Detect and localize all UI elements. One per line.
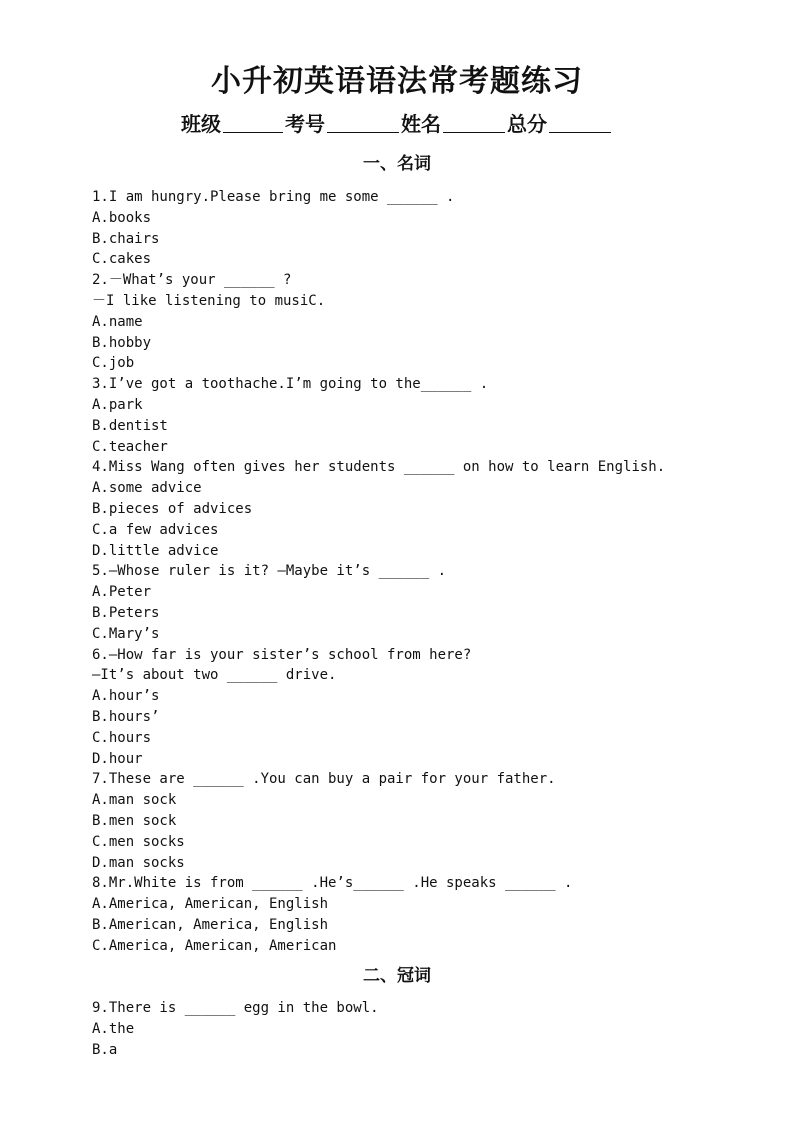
score-label: 总分: [507, 112, 547, 136]
name-label: 姓名: [401, 112, 441, 136]
question-line: 2.－What’s your ______ ?: [92, 272, 292, 289]
question-line: B.pieces of advices: [92, 500, 253, 517]
question-line: 6.—How far is your sister’s school from here?: [92, 646, 472, 663]
question-line: C.job: [92, 355, 135, 372]
student-info-row: [0, 110, 794, 138]
question-line: B.hobby: [92, 334, 152, 351]
question-line: B.Peters: [92, 604, 160, 621]
question-line: C.teacher: [92, 438, 168, 455]
question-line: C.men socks: [92, 833, 185, 850]
question-line: B.a: [92, 1041, 118, 1058]
question-line: D.little advice: [92, 542, 219, 559]
section-articles-content: [92, 998, 772, 1060]
question-line: A.park: [92, 396, 143, 413]
question-line: B.men sock: [92, 812, 177, 829]
question-line: C.Mary’s: [92, 625, 160, 642]
question-line: 1.I am hungry.Please bring me some ______ .: [92, 189, 455, 205]
name-blank[interactable]: [443, 112, 505, 133]
question-line: B.hours’: [92, 708, 160, 725]
question-line: C.America, American, American: [92, 937, 337, 954]
question-line: 7.These are ______ .You can buy a pair for your father.: [92, 771, 556, 788]
number-label: 考号: [285, 112, 325, 136]
question-line: A.America, American, English: [92, 896, 329, 913]
question-line: A.man sock: [92, 792, 177, 809]
class-blank[interactable]: [223, 112, 283, 133]
score-blank[interactable]: [549, 112, 611, 133]
question-line: 4.Miss Wang often gives her students ______ on how to learn English.: [92, 459, 666, 476]
question-line: A.some advice: [92, 480, 202, 497]
question-line: B.American, America, English: [92, 916, 329, 933]
question-line: 9.There is ______ egg in the bowl.: [92, 1000, 379, 1016]
question-line: A.Peter: [92, 584, 152, 601]
question-line: 8.Mr.White is from ______ .He’s______ .He speaks ______ .: [92, 875, 573, 892]
section-heading-articles: 二、冠词: [363, 966, 431, 986]
question-line: C.a few advices: [92, 521, 219, 538]
question-line: C.hours: [92, 729, 152, 746]
question-line: A.hour’s: [92, 688, 160, 705]
question-line: —It’s about two ______ drive.: [92, 667, 337, 684]
question-line: D.man socks: [92, 854, 185, 871]
question-line: －I like listening to musiC.: [92, 292, 326, 309]
question-line: D.hour: [92, 750, 143, 767]
question-line: A.the: [92, 1020, 135, 1037]
section-heading-nouns: 一、名词: [363, 154, 431, 174]
question-line: 3.I’ve got a toothache.I’m going to the______ .: [92, 376, 489, 393]
number-blank[interactable]: [327, 112, 399, 133]
question-line: 5.—Whose ruler is it? —Maybe it’s ______ .: [92, 563, 447, 580]
document-title: 小升初英语语法常考题练习: [211, 64, 583, 99]
question-line: B.chairs: [92, 230, 160, 247]
section-nouns-content: [92, 187, 772, 956]
question-line: B.dentist: [92, 417, 168, 434]
question-line: C.cakes: [92, 251, 152, 268]
class-label: 班级: [181, 112, 221, 136]
question-line: A.books: [92, 209, 152, 226]
question-line: A.name: [92, 313, 143, 330]
